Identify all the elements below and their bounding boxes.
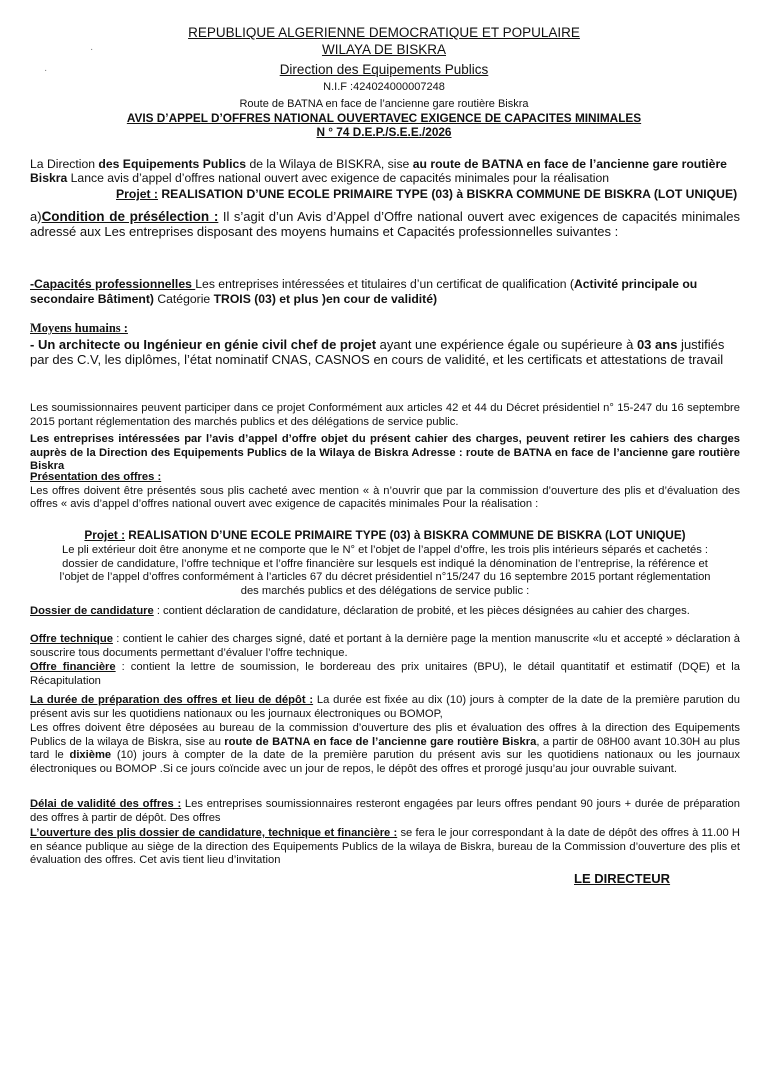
intro-address-bold: au route de BATNA en face de l’ancienne gare routière Biskra (30, 157, 727, 185)
moyens-text: ayant une expérience égale ou supérieure à (376, 336, 637, 352)
presentation-paragraph (30, 471, 740, 512)
technique-label: Offre technique (30, 633, 113, 645)
moyens-text: justifiés par des C.V, les diplômes, l’état nominatif CNAS, CASNOS en cours de validité, et les certificats et attestations de travail (30, 336, 725, 367)
capacites-category: TROIS (213, 292, 251, 306)
capacites-label: -Capacités professionnelles (30, 277, 196, 291)
pli-paragraph: Le pli extérieur doit être anonyme et ne comporte que le N° et l’objet de l’appel d’offre, les trois plis intérieurs séparés et cachetés : dossier de candidature, l’offre technique et l’offre financière sur lesquels est indiqué la dénomination de l’entreprise, la référence et l’objet de l’appel d’offres conformément à l’articles 67 du décret présidentiel n°15/247 du 16 septembre 2015 portant réglementation des marchés publics et des délégations de service public : (59, 544, 711, 597)
duree-label: La durée de préparation des offres et lieu de dépôt : (30, 694, 314, 706)
projet-line-1 (116, 187, 768, 201)
wilaya-title: WILAYA DE BISKRA (321, 42, 447, 57)
depot-text: (10) jours à compter de la date de la première parution du présent avis sur les quotidiens nationaux ou les journaux électroniques ou BOMOP .Si ce jours coïncide avec un jour de repos, le dépôt des offres et prorogé jusqu’au jour ouvrable suivant. (30, 749, 740, 775)
dossier-label: Dossier de candidature (30, 605, 154, 617)
projet-text: REALISATION D’UNE ECOLE PRIMAIRE TYPE (03) à BISKRA COMMUNE DE BISKRA (LOT UNIQUE) (125, 528, 686, 542)
retrait-paragraph: Les entreprises intéressées par l’avis d’appel d’offre objet du présent cahier des charges, peuvent retirer les cahiers des charges auprès de la Direction des Equipements Publics de la Wilaya de Biskra Adresse : route de BATNA en face de l’ancienne gare routière Biskra (30, 433, 740, 473)
technique-text: : contient le cahier des charges signé, daté et portant à la dernière page la mention manuscrite «lu et accepté » déclaration à souscrire tous documents permettant d’évaluer l’offre technique. (30, 633, 741, 659)
ouverture-paragraph (30, 827, 740, 868)
technique-paragraph (30, 633, 740, 660)
depot-day-bold: dixième (69, 749, 112, 762)
moyens-paragraph (30, 321, 740, 368)
duree-paragraph (30, 694, 740, 721)
avis-number: N ° 74 D.E.P./S.E.E./2026 (316, 124, 452, 139)
duree-text: La durée est fixée au dix (10) jours à compter de la date de la première parution du présent avis sur les quotidiens nationaux ou les journaux électroniques ou BOMOP, (30, 694, 740, 720)
intro-text-bold: des Equipements Publics (98, 157, 247, 171)
intro-text: La Direction (30, 157, 99, 171)
soumission-paragraph: Les soumissionnaires peuvent participer dans ce projet Conformément aux articles 42 et 44 du Décret présidentiel n° 15-247 du 16 septembre 2015 portant réglementation des marchés publics et des délégations de service public. (30, 402, 740, 428)
depot-paragraph (30, 722, 740, 776)
depot-text: , a partir de 08H00 avant 10.30H au plus tard le (30, 735, 740, 762)
moyens-label: Moyens humains : (30, 321, 128, 335)
scan-speck: · (90, 44, 94, 55)
capacites-paragraph (30, 277, 740, 307)
validite-paragraph (30, 798, 740, 825)
projet-label: Projet : (84, 528, 126, 542)
capacites-text: Catégorie (153, 292, 214, 306)
dossier-paragraph (30, 605, 740, 619)
ouverture-label: L’ouverture des plis dossier de candidature, technique et financière : (30, 827, 398, 839)
presentation-label: Présentation des offres : (30, 471, 162, 483)
depot-address-bold: route de BATNA en face de l’ancienne gare routière Biskra (224, 735, 537, 748)
financiere-paragraph (30, 661, 740, 688)
projet-text: REALISATION D’UNE ECOLE PRIMAIRE TYPE (03) à BISKRA COMMUNE DE BISKRA (LOT UNIQUE) (157, 187, 738, 201)
condition-prefix: a) (30, 209, 42, 224)
intro-paragraph (30, 157, 740, 185)
direction-title: Direction des Equipements Publics (279, 62, 489, 77)
capacites-validity: en cour de validité) (326, 292, 438, 306)
condition-paragraph (30, 209, 740, 239)
capacites-text-bold: (03) et plus ) (250, 292, 326, 306)
nif-number: N.I.F :424024000007248 (323, 81, 445, 93)
financiere-label: Offre financière (30, 661, 116, 673)
scan-speck: · (44, 65, 48, 76)
moyens-years: 03 ans (636, 336, 678, 352)
moyens-role: - Un architecte ou Ingénieur en génie civil chef de projet (30, 336, 377, 352)
capacites-text-bold: Activité principale ou secondaire Bâtiment) (30, 277, 698, 306)
ouverture-text: se fera le jour correspondant à la date de dépôt des offres à 11.00 H en séance publique au siège de la direction des Equipements Publics de la wilaya de Biskra, bureau de la Commission d’ouverture des plis et évaluation des offres. Cet avis tient lieu d’invitation (30, 827, 740, 867)
validite-label: Délai de validité des offres : (30, 798, 182, 810)
intro-text: Lance avis d’appel d’offres national ouvert avec exigence de capacités minimales pour la réalisation (67, 171, 610, 185)
capacites-text: Les entreprises intéressées et titulaires d’un certificat de qualification ( (195, 277, 574, 291)
depot-text: Les offres doivent être déposées au bureau de la commission d’ouverture des plis et évaluation des offres à la direction des Equipements Publics de la wilaya de Biskra, sise au (30, 722, 740, 748)
presentation-text: Les offres doivent être présentés sous plis cacheté avec mention « à n’ouvrir que par la commission d’ouverture des plis et d’évaluation des offres « avis d’appel d’offres national ouvert avec exigence de capacités minimales Pour la réalisation : (30, 484, 740, 511)
condition-label: Condition de présélection : (41, 209, 219, 224)
projet-label: Projet : (116, 187, 158, 201)
document-header (0, 24, 768, 139)
projet-line-2 (30, 528, 740, 542)
avis-title: AVIS D’APPEL D’OFFRES NATIONAL OUVERTAVEC EXIGENCE DE CAPACITES MINIMALES (126, 111, 642, 125)
dossier-text: : contient déclaration de candidature, déclaration de probité, et les pièces désignées au cahier des charges. (153, 605, 690, 617)
financiere-text: : contient la lettre de soumission, le bordereau des prix unitaires (BPU), le détail quantitatif et estimatif (DQE) et la Récapitulation (30, 661, 740, 687)
intro-text: de la Wilaya de BISKRA, sise (246, 157, 413, 171)
director-signature: LE DIRECTEUR (574, 871, 671, 886)
republic-title: REPUBLIQUE ALGERIENNE DEMOCRATIQUE ET POPULAIRE (188, 25, 580, 40)
condition-text: Il s’agit d’un Avis d’Appel d’Offre national ouvert avec exigences de capacités minimales adressé aux Les entreprises disposant des moyens humains et Capacités professionnelles suivantes : (30, 209, 740, 239)
header-address: Route de BATNA en face de l’ancienne gare routière Biskra (239, 98, 529, 110)
validite-text: Les entreprises soumissionnaires resteront engagées par leurs offres pendant 90 jours + durée de préparation des offres à partir de dépôt. Des offres (30, 798, 740, 824)
